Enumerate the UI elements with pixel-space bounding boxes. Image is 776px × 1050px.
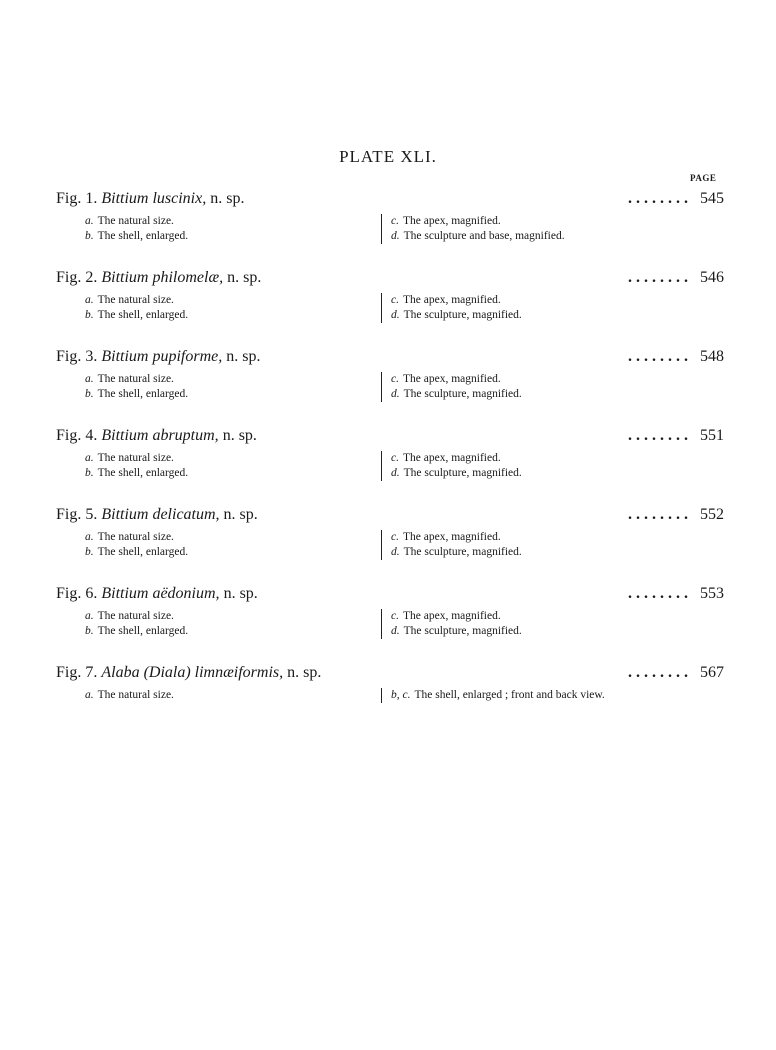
figure-number: Fig. 7. — [56, 664, 98, 681]
figure-entry — [0, 190, 776, 250]
leader-dots: . . . . . . . . — [628, 506, 688, 523]
description-item — [85, 609, 188, 624]
description-item — [391, 372, 522, 387]
item-letter: d. — [391, 467, 400, 479]
figure-heading — [56, 664, 724, 684]
page-number: 551 — [700, 427, 724, 444]
left-descriptions — [85, 609, 188, 639]
right-descriptions — [381, 688, 605, 703]
left-descriptions — [85, 214, 188, 244]
item-text: The shell, enlarged ; front and back view. — [414, 689, 605, 701]
right-descriptions — [381, 451, 522, 481]
description-item — [391, 688, 605, 703]
description-item — [85, 451, 188, 466]
description-item — [391, 466, 522, 481]
leader-dots: . . . . . . . . — [628, 269, 688, 286]
species-suffix: n. sp. — [222, 348, 261, 365]
item-text: The natural size. — [97, 373, 174, 385]
figure-heading — [56, 427, 724, 447]
item-text: The sculpture, magnified. — [403, 388, 522, 400]
item-text: The natural size. — [97, 610, 174, 622]
description-item — [391, 530, 522, 545]
item-text: The apex, magnified. — [402, 452, 501, 464]
species-suffix: n. sp. — [219, 506, 258, 523]
item-letter: c. — [391, 373, 399, 385]
item-text: The shell, enlarged. — [97, 230, 189, 242]
item-text: The apex, magnified. — [402, 610, 501, 622]
figure-label — [56, 585, 258, 603]
item-letter: b. — [85, 625, 94, 637]
item-text: The sculpture, magnified. — [403, 546, 522, 558]
leader-dots: . . . . . . . . — [628, 585, 688, 602]
item-letter: b, c. — [391, 689, 411, 701]
leader-dots: . . . . . . . . — [628, 427, 688, 444]
page-number: 548 — [700, 348, 724, 365]
right-descriptions — [381, 293, 522, 323]
item-letter: c. — [391, 531, 399, 543]
item-letter: a. — [85, 452, 94, 464]
item-letter: b. — [85, 230, 94, 242]
description-item — [391, 451, 522, 466]
species-suffix: n. sp. — [219, 585, 258, 602]
figure-number: Fig. 2. — [56, 269, 98, 286]
figure-label — [56, 506, 258, 524]
figure-entry — [0, 585, 776, 645]
item-letter: c. — [391, 610, 399, 622]
item-text: The shell, enlarged. — [97, 546, 189, 558]
item-letter: d. — [391, 625, 400, 637]
figure-label — [56, 664, 321, 682]
item-letter: d. — [391, 388, 400, 400]
page-column-header: PAGE — [690, 173, 717, 183]
species-name: Bittium delicatum, — [101, 506, 220, 523]
item-letter: a. — [85, 531, 94, 543]
figure-entry — [0, 269, 776, 329]
figure-number: Fig. 1. — [56, 190, 98, 207]
left-descriptions — [85, 293, 188, 323]
page-number: 567 — [700, 664, 724, 681]
figure-heading — [56, 585, 724, 605]
figure-number: Fig. 4. — [56, 427, 98, 444]
figure-label — [56, 190, 244, 208]
item-letter: b. — [85, 546, 94, 558]
item-text: The natural size. — [97, 689, 174, 701]
item-letter: b. — [85, 388, 94, 400]
page-number: 546 — [700, 269, 724, 286]
item-text: The apex, magnified. — [402, 373, 501, 385]
description-item — [85, 624, 188, 639]
item-text: The apex, magnified. — [402, 294, 501, 306]
description-item — [391, 545, 522, 560]
figure-heading — [56, 190, 724, 210]
species-name: Bittium philomelæ, — [101, 269, 224, 286]
figure-label — [56, 348, 260, 366]
description-item — [85, 466, 188, 481]
description-item — [391, 624, 522, 639]
item-letter: c. — [391, 215, 399, 227]
item-text: The natural size. — [97, 294, 174, 306]
figure-heading — [56, 506, 724, 526]
figure-number: Fig. 5. — [56, 506, 98, 523]
left-descriptions — [85, 372, 188, 402]
item-letter: a. — [85, 373, 94, 385]
page-number: 545 — [700, 190, 724, 207]
species-suffix: n. sp. — [206, 190, 245, 207]
item-text: The apex, magnified. — [402, 531, 501, 543]
item-text: The sculpture, magnified. — [403, 309, 522, 321]
right-descriptions — [381, 372, 522, 402]
item-letter: c. — [391, 294, 399, 306]
figure-label — [56, 269, 261, 287]
item-text: The sculpture and base, magnified. — [403, 230, 565, 242]
description-item — [391, 229, 565, 244]
item-text: The sculpture, magnified. — [403, 625, 522, 637]
item-text: The shell, enlarged. — [97, 467, 189, 479]
species-name: Bittium abruptum, — [101, 427, 219, 444]
plate-title: PLATE XLI. — [339, 147, 437, 166]
item-text: The natural size. — [97, 215, 174, 227]
species-name: Bittium pupiforme, — [101, 348, 223, 365]
item-letter: b. — [85, 467, 94, 479]
species-name: Bittium luscinix, — [101, 190, 207, 207]
description-item — [391, 293, 522, 308]
species-name: Bittium aëdonium, — [101, 585, 220, 602]
item-text: The natural size. — [97, 452, 174, 464]
leader-dots: . . . . . . . . — [628, 348, 688, 365]
item-text: The shell, enlarged. — [97, 388, 189, 400]
item-letter: c. — [391, 452, 399, 464]
description-item — [391, 609, 522, 624]
item-letter: a. — [85, 215, 94, 227]
description-item — [85, 293, 188, 308]
left-descriptions — [85, 451, 188, 481]
figure-entry — [0, 664, 776, 724]
figure-heading — [56, 269, 724, 289]
description-item — [85, 308, 188, 323]
figure-entry — [0, 506, 776, 566]
description-item — [85, 229, 188, 244]
item-text: The apex, magnified. — [402, 215, 501, 227]
figure-number: Fig. 6. — [56, 585, 98, 602]
description-item — [85, 530, 188, 545]
left-descriptions — [85, 530, 188, 560]
page-number: 553 — [700, 585, 724, 602]
leader-dots: . . . . . . . . — [628, 664, 688, 681]
right-descriptions — [381, 530, 522, 560]
leader-dots: . . . . . . . . — [628, 190, 688, 207]
description-item — [85, 545, 188, 560]
item-letter: d. — [391, 546, 400, 558]
figure-heading — [56, 348, 724, 368]
figure-entry — [0, 348, 776, 408]
description-item — [85, 214, 188, 229]
figure-entry — [0, 427, 776, 487]
description-item — [391, 214, 565, 229]
item-letter: a. — [85, 294, 94, 306]
item-letter: d. — [391, 309, 400, 321]
description-item — [85, 387, 188, 402]
description-item — [391, 387, 522, 402]
item-text: The shell, enlarged. — [97, 309, 189, 321]
species-suffix: n. sp. — [223, 269, 262, 286]
page-number: 552 — [700, 506, 724, 523]
right-descriptions — [381, 609, 522, 639]
description-item — [391, 308, 522, 323]
description-item — [85, 688, 174, 703]
item-letter: b. — [85, 309, 94, 321]
figure-number: Fig. 3. — [56, 348, 98, 365]
species-suffix: n. sp. — [283, 664, 322, 681]
description-item — [85, 372, 188, 387]
species-suffix: n. sp. — [218, 427, 257, 444]
figure-label — [56, 427, 257, 445]
item-letter: d. — [391, 230, 400, 242]
item-text: The natural size. — [97, 531, 174, 543]
species-name: Alaba (Diala) limnæiformis, — [101, 664, 284, 681]
left-descriptions — [85, 688, 174, 703]
item-text: The shell, enlarged. — [97, 625, 189, 637]
right-descriptions — [381, 214, 565, 244]
item-letter: a. — [85, 610, 94, 622]
item-letter: a. — [85, 689, 94, 701]
item-text: The sculpture, magnified. — [403, 467, 522, 479]
